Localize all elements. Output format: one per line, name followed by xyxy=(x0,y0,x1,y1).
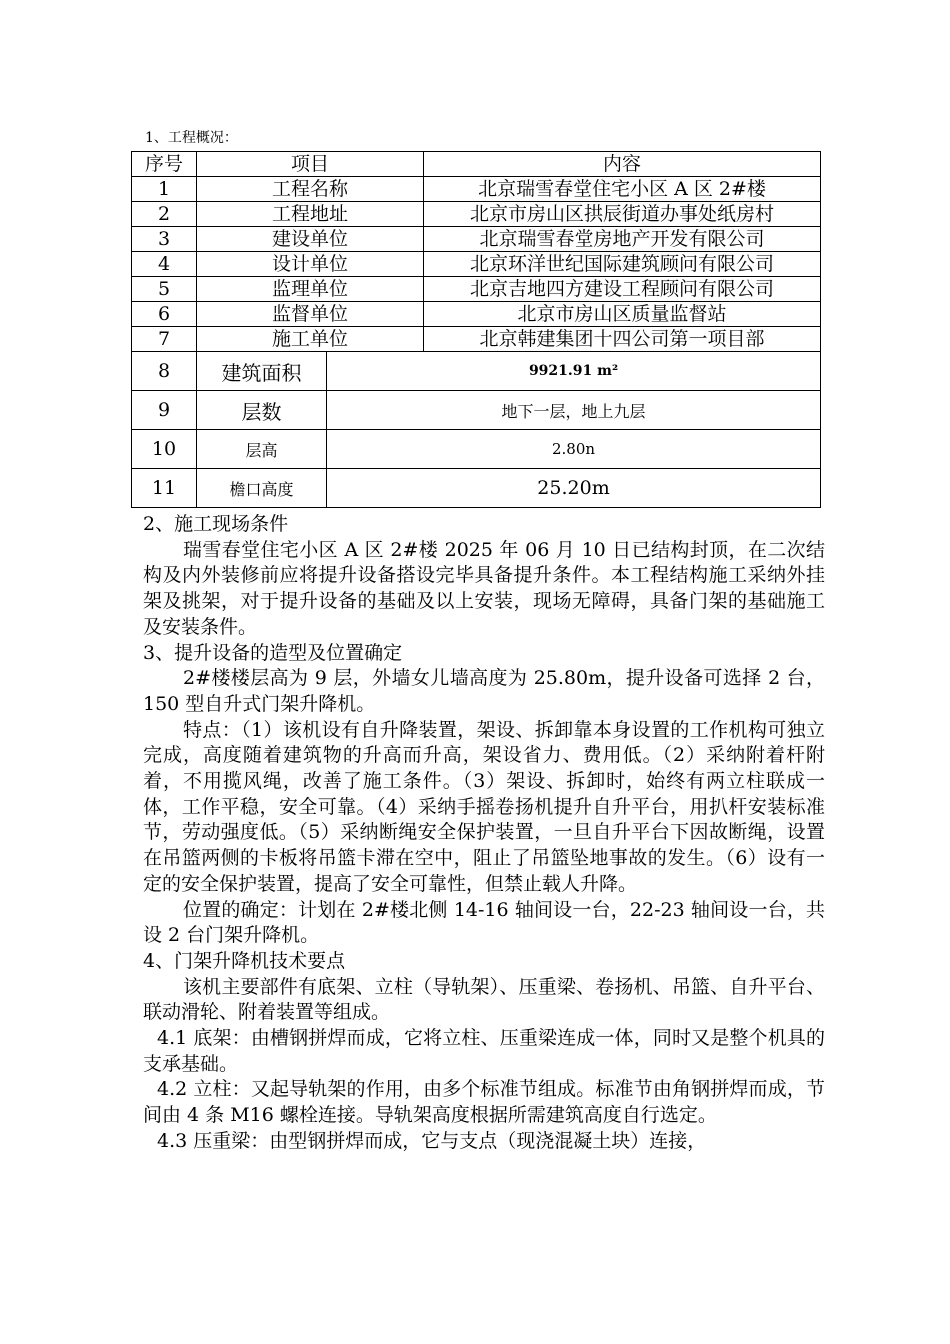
table-row xyxy=(132,430,821,469)
table-row xyxy=(132,352,821,391)
row-no: 7 xyxy=(132,327,197,352)
row-no: 4 xyxy=(132,252,197,277)
row-no: 3 xyxy=(132,227,197,252)
section-1-title: 1、工程概况： xyxy=(145,130,238,146)
row-no: 9 xyxy=(132,391,197,430)
table-row xyxy=(132,302,821,327)
table-row xyxy=(132,391,821,430)
row-item: 建筑面积 xyxy=(197,352,327,391)
row-item: 监督单位 xyxy=(197,302,424,327)
row-content: 北京市房山区拱辰街道办事处纸房村 xyxy=(424,202,821,227)
row-content: 北京市房山区质量监督站 xyxy=(424,302,821,327)
row-item: 工程地址 xyxy=(197,202,424,227)
row-content: 北京吉地四方建设工程顾问有限公司 xyxy=(424,277,821,302)
paragraph: 4.1 底架：由槽钢拼焊而成，它将立柱、压重梁连成一体，同时又是整个机具的支承基础。 xyxy=(143,1027,825,1075)
row-item: 层数 xyxy=(197,391,327,430)
header-item: 项目 xyxy=(197,152,424,177)
row-content: 9921.91 m² xyxy=(327,352,821,391)
table-row xyxy=(132,252,821,277)
section-4-heading: 4、门架升降机技术要点 xyxy=(143,949,346,972)
table-header-row xyxy=(132,152,821,177)
body-text xyxy=(143,512,825,1155)
section-3-heading: 3、提升设备的造型及位置确定 xyxy=(143,641,403,664)
table-row xyxy=(132,177,821,202)
row-content: 25.20m xyxy=(327,469,821,508)
row-content: 北京韩建集团十四公司第一项目部 xyxy=(424,327,821,352)
table-row xyxy=(132,327,821,352)
paragraph: 该机主要部件有底架、立柱（导轨架）、压重梁、卷扬机、吊篮、自升平台、联动滑轮、附着装置等组成。 xyxy=(143,975,825,1024)
row-content: 北京环洋世纪国际建筑顾问有限公司 xyxy=(424,252,821,277)
row-content: 北京瑞雪春堂住宅小区 A 区 2#楼 xyxy=(424,177,821,202)
row-no: 2 xyxy=(132,202,197,227)
row-item: 工程名称 xyxy=(197,177,424,202)
row-item: 层高 xyxy=(197,430,327,469)
paragraph: 4.2 立柱：又起导轨架的作用，由多个标准节组成。标准节由角钢拼焊而成，节间由 4 条 M16 螺栓连接。导轨架高度根据所需建筑高度自行选定。 xyxy=(143,1078,825,1127)
row-no: 1 xyxy=(132,177,197,202)
table-row xyxy=(132,469,821,508)
row-content: 北京瑞雪春堂房地产开发有限公司 xyxy=(424,227,821,252)
row-item: 监理单位 xyxy=(197,277,424,302)
row-content: 2.80n xyxy=(327,430,821,469)
row-item: 施工单位 xyxy=(197,327,424,352)
row-no: 10 xyxy=(132,430,197,469)
row-no: 5 xyxy=(132,277,197,302)
row-item: 设计单位 xyxy=(197,252,424,277)
row-no: 11 xyxy=(132,469,197,508)
header-content: 内容 xyxy=(424,152,821,177)
paragraph: 4.3 压重梁：由型钢拼焊而成，它与支点（现浇混凝土块）连接， xyxy=(157,1129,707,1152)
paragraph: 特点：（1）该机设有自升降装置，架设、拆卸靠本身设置的工作机构可独立完成，高度随着建筑物的升高而升高，架设省力、费用低。（2）采纳附着杆附着，不用揽风绳，改善了施工条件。（3）架设、拆卸时，始终有两立柱联成一体，工作平稳，安全可靠。（4）采纳手摇卷扬机提升自升平台，用扒杆安装标准节，劳动强度低。（5）采纳断绳安全保护装置，一旦自升平台下因故断绳，设置在吊篮两侧的卡板将吊篮卡滞在空中，阻止了吊篮坠地事故的发生。（6）设有一定的安全保护装置，提高了安全可靠性，但禁止载人升降。 xyxy=(143,718,825,895)
paragraph: 瑞雪春堂住宅小区 A 区 2#楼 2025 年 06 月 10 日已结构封顶，在二次结构及内外装修前应将提升设备搭设完毕具备提升条件。本工程结构施工采纳外挂架及挑架，对于提升设备的基础及以上安装，现场无障碍，具备门架的基础施工及安装条件。 xyxy=(143,538,825,638)
header-no: 序号 xyxy=(132,152,197,177)
paragraph: 2#楼楼层高为 9 层，外墙女儿墙高度为 25.80m，提升设备可选择 2 台，150 型自升式门架升降机。 xyxy=(143,667,825,715)
row-content: 地下一层，地上九层 xyxy=(327,391,821,430)
table-row xyxy=(132,202,821,227)
row-item: 檐口高度 xyxy=(197,469,327,508)
section-2-heading: 2、施工现场条件 xyxy=(143,513,289,535)
row-item: 建设单位 xyxy=(197,227,424,252)
table-row xyxy=(132,227,821,252)
paragraph: 位置的确定：计划在 2#楼北侧 14-16 轴间设一台，22-23 轴间设一台，共设 2 台门架升降机。 xyxy=(143,898,825,947)
table-row xyxy=(132,277,821,302)
row-no: 8 xyxy=(132,352,197,391)
row-no: 6 xyxy=(132,302,197,327)
project-overview-table xyxy=(131,151,821,508)
